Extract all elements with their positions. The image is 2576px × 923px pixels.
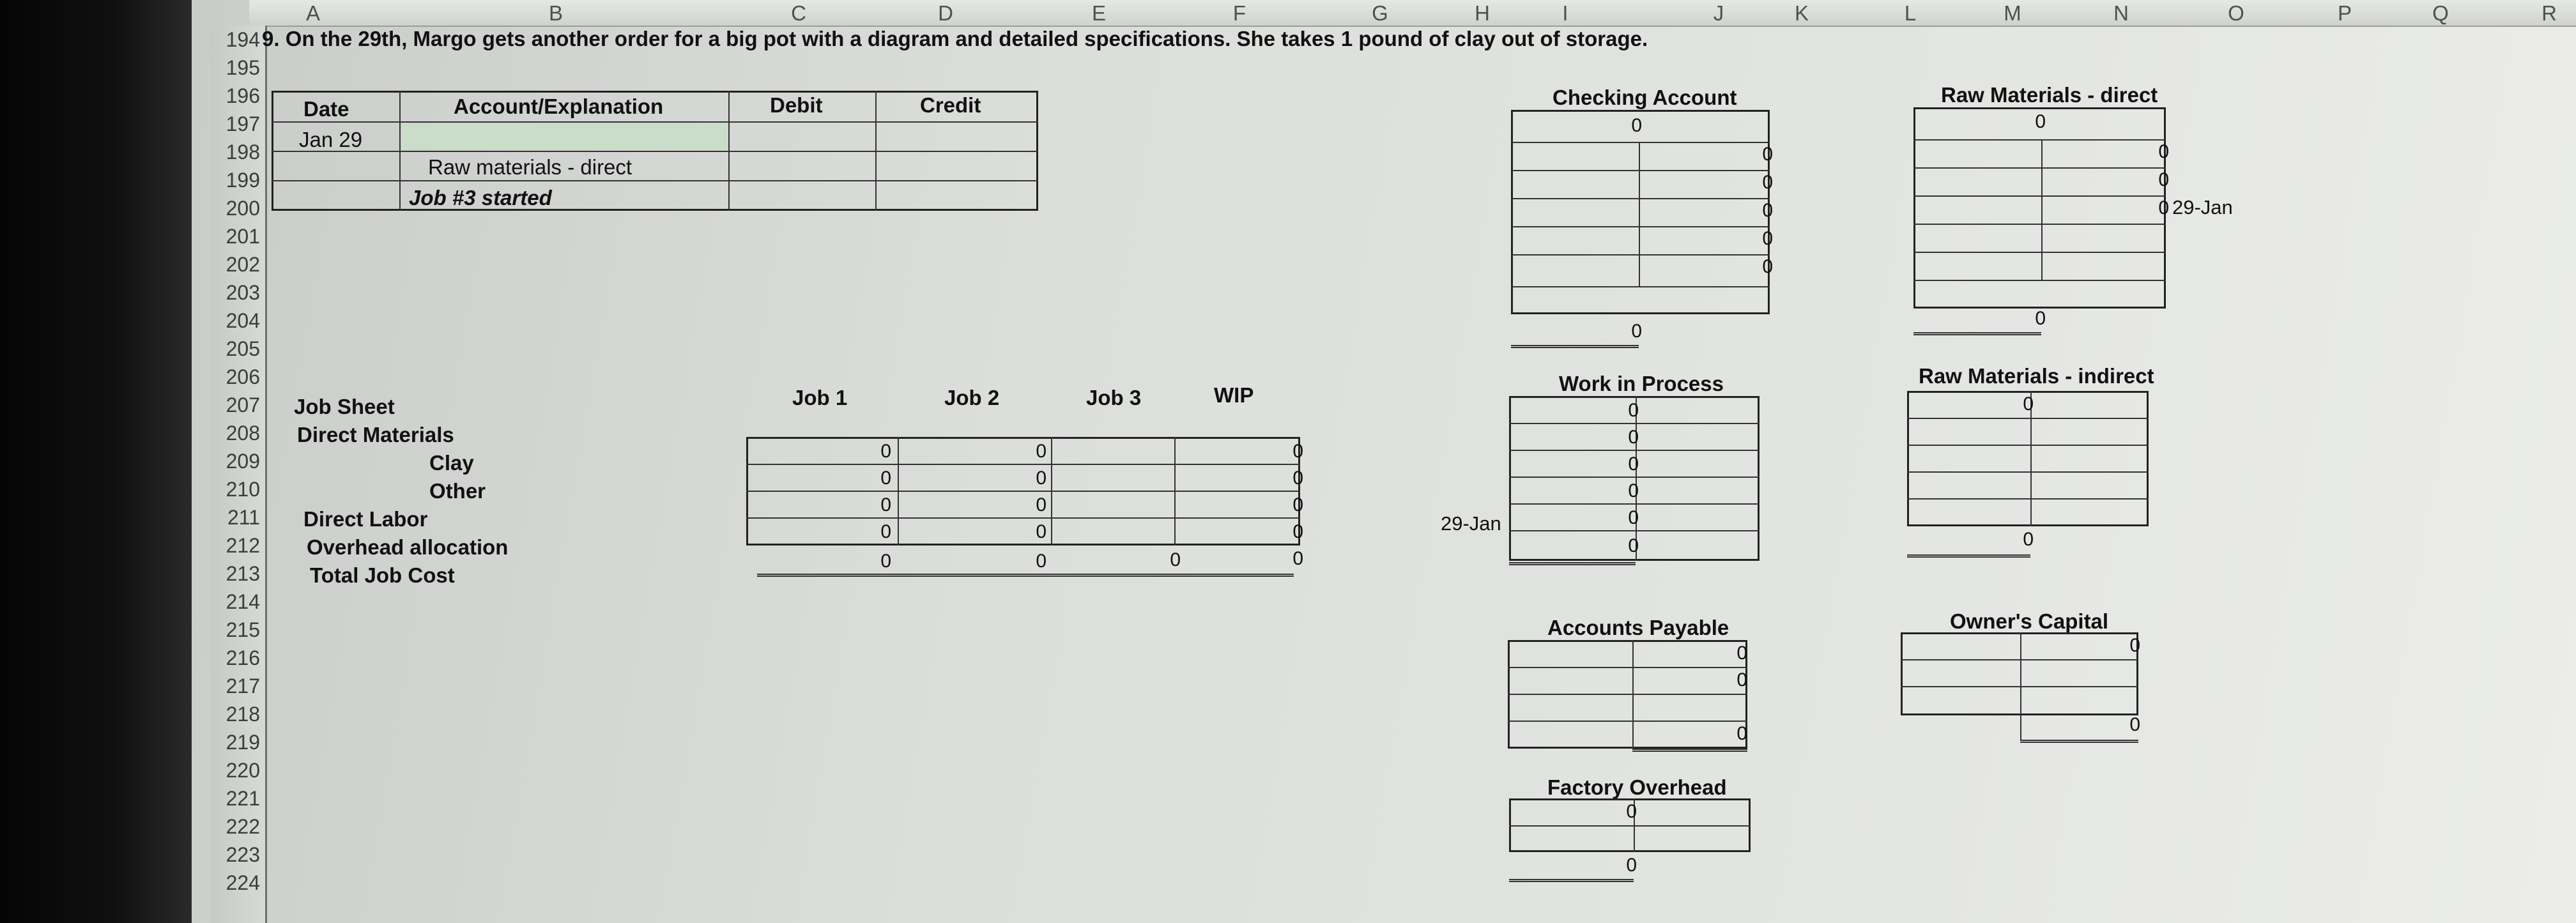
job3-header: Job 3 xyxy=(1086,386,1142,409)
oc-balance-underline xyxy=(2020,740,2138,743)
job2-value[interactable]: 0 xyxy=(1036,441,1046,462)
column-header-j[interactable]: J xyxy=(1713,1,1724,25)
row-number[interactable]: 197 xyxy=(226,112,260,135)
column-header-r[interactable]: R xyxy=(2542,1,2557,25)
ap-row-divider xyxy=(1508,694,1747,695)
row-number[interactable]: 204 xyxy=(226,309,260,332)
row-number[interactable]: 217 xyxy=(226,675,260,698)
row-number[interactable]: 214 xyxy=(226,590,260,613)
journal-col-divider xyxy=(399,91,401,211)
job1-value[interactable]: 0 xyxy=(880,441,891,462)
checking-opening[interactable]: 0 xyxy=(1631,115,1642,136)
journal-header-date: Date xyxy=(303,97,349,121)
job1-value[interactable]: 0 xyxy=(880,521,891,542)
row-number[interactable]: 196 xyxy=(226,84,260,107)
other-label: Other xyxy=(429,479,486,503)
job-grid-row-divider xyxy=(746,491,1300,492)
checking-row-divider xyxy=(1511,142,1770,143)
wip-row-divider xyxy=(1509,450,1759,451)
foh-balance[interactable]: 0 xyxy=(1626,855,1637,876)
journal-col-divider xyxy=(875,91,877,211)
ap-t-divider xyxy=(1632,640,1634,749)
checking-credit[interactable]: 0 xyxy=(1762,172,1773,193)
row-number[interactable]: 207 xyxy=(226,393,260,416)
row-number[interactable]: 223 xyxy=(226,843,260,866)
column-header-b[interactable]: B xyxy=(548,1,563,25)
row-number[interactable]: 215 xyxy=(226,618,260,641)
row-number[interactable]: 209 xyxy=(226,450,260,473)
journal-col-divider xyxy=(728,91,730,211)
selected-cell[interactable] xyxy=(401,123,727,149)
owners-capital-t xyxy=(1901,632,2138,715)
row-number[interactable]: 203 xyxy=(226,281,260,304)
oc-balance[interactable]: 0 xyxy=(2129,714,2140,735)
journal-header-credit: Credit xyxy=(920,93,981,117)
wip-debit[interactable]: 0 xyxy=(1628,454,1639,475)
job2-header: Job 2 xyxy=(944,386,1000,409)
journal-header-account: Account/Explanation xyxy=(454,95,664,118)
column-header-o[interactable]: O xyxy=(2228,1,2244,25)
wip-debit[interactable]: 0 xyxy=(1628,507,1639,528)
row-number[interactable]: 199 xyxy=(226,169,260,192)
column-header-l[interactable]: L xyxy=(1904,1,1917,25)
rm-indirect-row-divider xyxy=(1907,445,2149,446)
job2-value[interactable]: 0 xyxy=(1036,494,1046,515)
job2-total[interactable]: 0 xyxy=(1036,551,1046,572)
job-grid-row-divider xyxy=(746,517,1300,519)
journal-line-account[interactable]: Raw materials - direct xyxy=(428,155,632,179)
row-number[interactable]: 205 xyxy=(226,337,260,360)
wip-date-label: 29-Jan xyxy=(1441,512,1501,535)
journal-row-divider xyxy=(272,151,1038,152)
overhead-allocation-label: Overhead allocation xyxy=(307,535,509,559)
clay-label: Clay xyxy=(429,451,474,475)
checking-credit[interactable]: 0 xyxy=(1762,228,1773,249)
wip-value[interactable]: 0 xyxy=(1292,494,1303,515)
checking-account-t xyxy=(1511,110,1770,314)
rm-direct-credit[interactable]: 0 xyxy=(2158,141,2169,162)
row-number[interactable]: 210 xyxy=(226,478,260,501)
problem-statement[interactable]: 9. On the 29th, Margo gets another order for a big pot with a diagram and detailed specifications. She takes 1 pound of clay out of storage. xyxy=(262,27,1648,50)
journal-header-debit: Debit xyxy=(770,93,823,117)
column-header-q[interactable]: Q xyxy=(2432,1,2449,25)
ap-balance-underline xyxy=(1632,749,1747,752)
rm-direct-title: Raw Materials - direct xyxy=(1941,83,2158,107)
rm-indirect-row-divider xyxy=(1907,498,2149,500)
job-grid-row-divider xyxy=(746,464,1300,465)
rm-indirect-balance-underline xyxy=(1907,554,2030,558)
foh-opening[interactable]: 0 xyxy=(1626,801,1637,822)
rm-indirect-balance[interactable]: 0 xyxy=(2023,529,2034,550)
checking-balance-underline xyxy=(1511,345,1639,348)
row-number-gutter xyxy=(211,26,267,923)
ap-balance[interactable]: 0 xyxy=(1736,723,1747,744)
accounts-payable-title: Accounts Payable xyxy=(1547,616,1729,639)
job-total-double-underline xyxy=(757,574,1294,577)
row-number[interactable]: 202 xyxy=(226,253,260,276)
row-number[interactable]: 194 xyxy=(226,28,260,51)
row-number[interactable]: 201 xyxy=(226,225,260,248)
wip-debit[interactable]: 0 xyxy=(1628,400,1639,421)
rm-direct-row-divider xyxy=(1913,139,2166,141)
row-number[interactable]: 211 xyxy=(227,506,260,529)
row-number[interactable]: 222 xyxy=(226,815,260,838)
direct-labor-label: Direct Labor xyxy=(303,507,428,531)
rm-direct-balance-underline xyxy=(1913,332,2041,335)
column-header-p[interactable]: P xyxy=(2337,1,2352,25)
rm-indirect-row-divider xyxy=(1907,471,2149,473)
checking-t-divider xyxy=(1639,142,1640,286)
row-number[interactable]: 206 xyxy=(226,365,260,388)
total-job-cost-label: Total Job Cost xyxy=(310,563,455,587)
column-header-c[interactable]: C xyxy=(791,1,806,25)
rm-direct-credit[interactable]: 0 xyxy=(2158,197,2169,218)
job-grid-col-divider xyxy=(898,437,899,545)
wip-total[interactable]: 0 xyxy=(1292,548,1303,569)
job-grid-col-divider xyxy=(1051,437,1052,545)
column-header-a[interactable]: A xyxy=(305,1,320,25)
column-header-d[interactable]: D xyxy=(938,1,953,25)
rm-direct-row-divider xyxy=(1913,195,2166,197)
row-number[interactable]: 219 xyxy=(226,731,260,754)
column-header-bar xyxy=(249,0,2576,27)
journal-row-divider xyxy=(272,180,1038,181)
wip-balance-underline xyxy=(1509,562,1636,565)
photo-dark-edge xyxy=(0,0,192,923)
column-header-n[interactable]: N xyxy=(2113,1,2129,25)
ap-credit[interactable]: 0 xyxy=(1736,669,1747,690)
row-number[interactable]: 224 xyxy=(226,871,260,894)
job-grid-col-divider xyxy=(1174,437,1176,545)
rm-direct-t xyxy=(1913,107,2166,309)
oc-row-divider xyxy=(1901,686,2138,687)
row-number[interactable]: 213 xyxy=(226,562,260,585)
journal-date[interactable]: Jan 29 xyxy=(299,128,363,151)
wip-value[interactable]: 0 xyxy=(1292,441,1303,462)
direct-materials-label: Direct Materials xyxy=(297,423,454,446)
checking-credit[interactable]: 0 xyxy=(1762,256,1773,277)
checking-row-divider xyxy=(1511,254,1770,256)
owners-capital-title: Owner's Capital xyxy=(1950,609,2109,633)
column-header-k[interactable]: K xyxy=(1794,1,1809,25)
checking-credit[interactable]: 0 xyxy=(1762,200,1773,221)
rm-indirect-title: Raw Materials - indirect xyxy=(1919,364,2154,388)
job1-header: Job 1 xyxy=(792,386,848,409)
foh-balance-underline xyxy=(1509,879,1634,882)
wip-header: WIP xyxy=(1214,383,1254,407)
journal-row-divider xyxy=(272,121,1038,123)
factory-overhead-title: Factory Overhead xyxy=(1547,775,1727,799)
checking-row-divider xyxy=(1511,286,1770,287)
rm-direct-balance[interactable]: 0 xyxy=(2035,308,2046,329)
rm-direct-opening[interactable]: 0 xyxy=(2035,111,2046,132)
rm-direct-credit[interactable]: 0 xyxy=(2158,169,2169,190)
checking-credit[interactable]: 0 xyxy=(1762,144,1773,165)
job-sheet-title: Job Sheet xyxy=(294,395,395,418)
column-header-g[interactable]: G xyxy=(1372,1,1388,25)
row-number[interactable]: 220 xyxy=(226,759,260,782)
column-header-i[interactable]: I xyxy=(1562,1,1568,25)
job1-value[interactable]: 0 xyxy=(880,494,891,515)
rm-direct-row-divider xyxy=(1913,224,2166,225)
rm-direct-row-divider xyxy=(1913,280,2166,281)
job2-value[interactable]: 0 xyxy=(1036,468,1046,489)
checking-row-divider xyxy=(1511,198,1770,199)
row-number[interactable]: 216 xyxy=(226,646,260,669)
rm-indirect-row-divider xyxy=(1907,418,2149,419)
column-header-e[interactable]: E xyxy=(1091,1,1106,25)
job1-total[interactable]: 0 xyxy=(880,551,891,572)
rm-direct-row-divider xyxy=(1913,252,2166,253)
column-header-f[interactable]: F xyxy=(1232,1,1246,25)
wip-balance[interactable]: 0 xyxy=(1628,535,1639,556)
wip-row-divider xyxy=(1509,477,1759,478)
row-number[interactable]: 208 xyxy=(226,422,260,445)
column-header-h[interactable]: H xyxy=(1475,1,1490,25)
oc-row-divider xyxy=(1901,659,2138,660)
wip-row-divider xyxy=(1509,530,1759,531)
rm-indirect-opening[interactable]: 0 xyxy=(2023,393,2034,415)
column-header-m[interactable]: M xyxy=(2004,1,2021,25)
wip-row-divider xyxy=(1509,503,1759,505)
checking-account-title: Checking Account xyxy=(1552,86,1737,109)
row-number[interactable]: 195 xyxy=(226,56,260,79)
oc-opening[interactable]: 0 xyxy=(2129,635,2140,656)
wip-value[interactable]: 0 xyxy=(1292,521,1303,542)
rm-direct-row-divider xyxy=(1913,167,2166,169)
job2-value[interactable]: 0 xyxy=(1036,521,1046,542)
row-number[interactable]: 221 xyxy=(226,787,260,810)
checking-row-divider xyxy=(1511,170,1770,171)
wip-debit[interactable]: 0 xyxy=(1628,480,1639,501)
row-number[interactable]: 218 xyxy=(226,703,260,726)
wip-value[interactable]: 0 xyxy=(1292,468,1303,489)
row-number[interactable]: 200 xyxy=(226,197,260,220)
wip-account-title: Work in Process xyxy=(1559,372,1724,395)
foh-row-divider xyxy=(1509,825,1751,827)
ap-credit[interactable]: 0 xyxy=(1736,643,1747,664)
rm-direct-date-label: 29-Jan xyxy=(2172,196,2233,218)
checking-balance[interactable]: 0 xyxy=(1631,321,1642,342)
wip-row-divider xyxy=(1509,423,1759,424)
row-number[interactable]: 212 xyxy=(226,534,260,557)
job1-value[interactable]: 0 xyxy=(880,468,891,489)
wip-debit[interactable]: 0 xyxy=(1628,427,1639,448)
rm-direct-t-divider xyxy=(2041,139,2043,280)
journal-line-explanation[interactable]: Job #3 started xyxy=(409,186,552,210)
job3-total[interactable]: 0 xyxy=(1170,549,1181,570)
row-number[interactable]: 198 xyxy=(226,141,260,164)
ap-row-divider xyxy=(1508,721,1747,722)
oc-t-divider xyxy=(2020,632,2021,741)
ap-row-divider xyxy=(1508,667,1747,668)
checking-row-divider xyxy=(1511,226,1770,227)
